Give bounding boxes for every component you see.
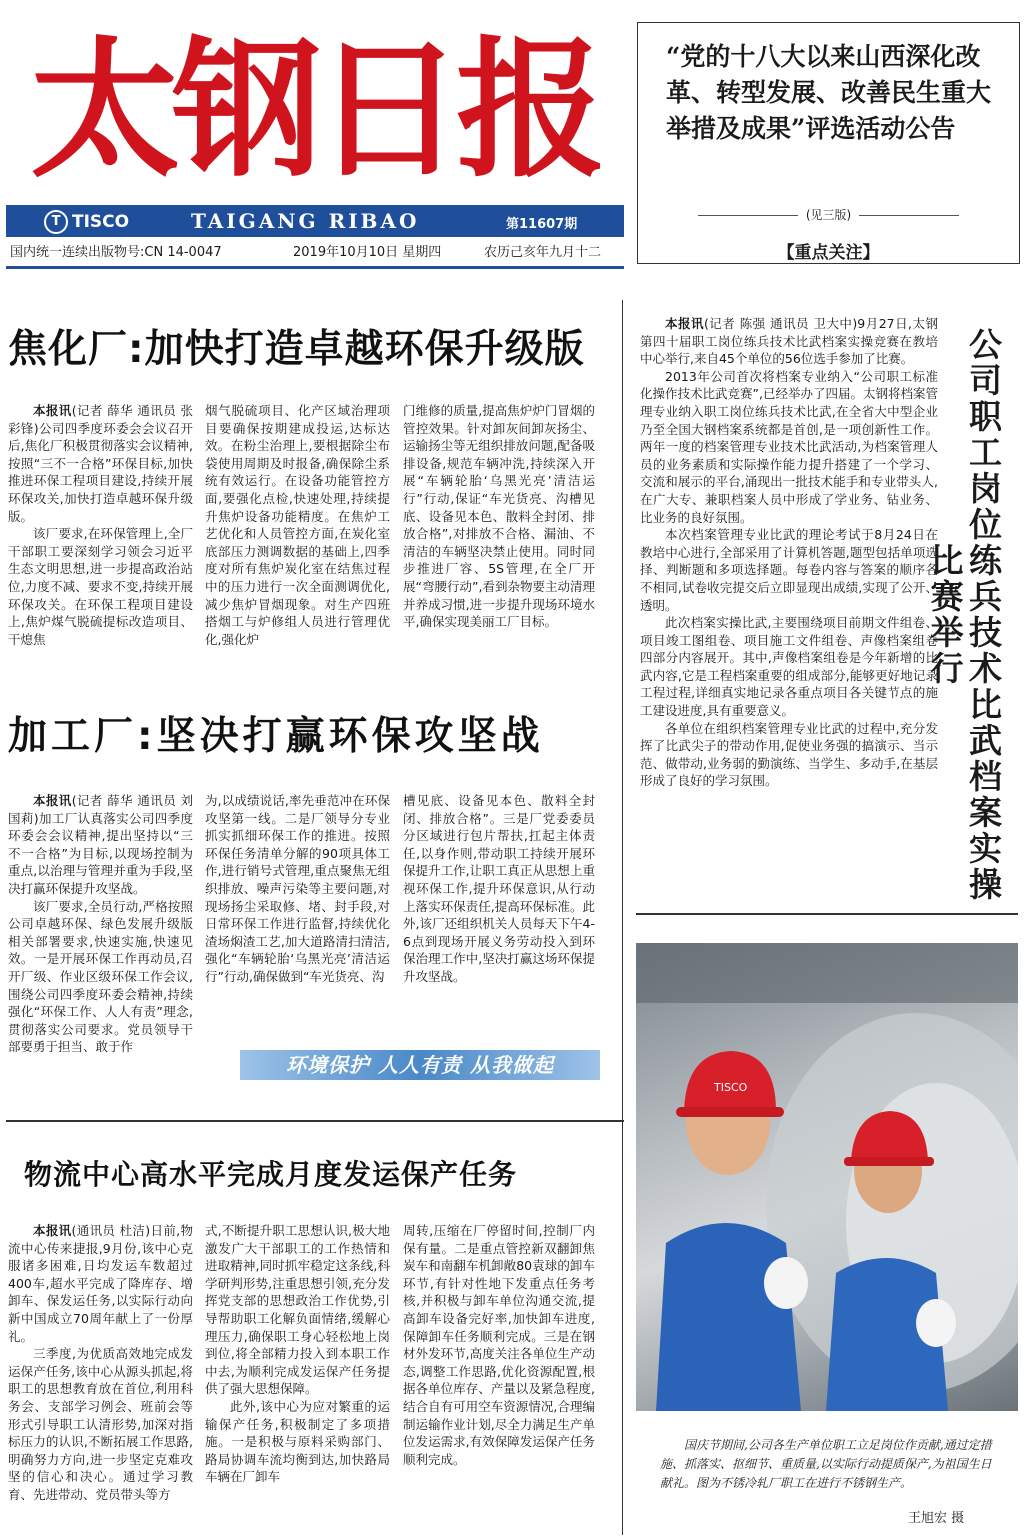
article3-col2b-text: 此外,该中心为应对繁重的运输保产任务,积极制定了多项措施。一是积极与原料采购部门、路局协调车流均衡到达,加快路局车辆在厂卸车: [205, 1398, 390, 1485]
notice-see-page[interactable]: (见三版): [638, 206, 1019, 223]
brand-bar: [6, 205, 624, 237]
article1-lead: 本报讯: [33, 403, 72, 418]
notice-box: [637, 22, 1020, 264]
logo-text: TISCO: [72, 212, 130, 232]
article3-col1: [8, 1222, 193, 1534]
article3-lead: 本报讯: [33, 1223, 72, 1238]
article4-body: [640, 315, 938, 895]
article2-col1b-text: 该厂要求,全员行动,严格按照公司卓越环保、绿色发展升级版相关部署要求,快速实施,快速见效。一是开展环保工作再动员,召开厂级、作业区级环保工作会议,围绕公司四季度环委会精神,持续强化“环保工作、人人有责”理念,贯彻落实公司要求。党员领导干部要勇于担当、敢于作: [8, 898, 193, 1055]
article2-col2-text: 为,以成绩说话,率先垂范冲在环保攻坚第一线。二是厂领导分专业抓实抓细环保工作的推进。按照环保任务清单分解的90项具体工作,进行销号式管理,重点聚焦无组织排放、噪声污染等主要问题,对现场扬尘采取修、堵、封手段,对日常环保工作进行监督,持续优化渣场焖渣工艺,加大道路清扫清洁,强化“车辆轮胎‘乌黑光亮’清洁运行”行动,确保做到“车光货亮、沟: [205, 793, 390, 984]
dateline: [6, 240, 624, 269]
article1-headline[interactable]: 焦化厂:加快打造卓越环保升级版: [8, 327, 585, 372]
lunar-date: 农历己亥年九月十二: [484, 245, 602, 260]
article3-col1-text: (通讯员 杜洁)日前,物流中心传来捷报,9月份,该中心克服诸多困难,日均发运车数超过400车,超水平完成了降库存、增卸车、保发运任务,以实际行动向新中国成立70周年献上了一份厚礼。: [8, 1223, 193, 1344]
notice-focus-label: 【重点关注】: [777, 243, 880, 263]
article2-headline[interactable]: 加工厂:坚决打赢环保攻坚战: [8, 714, 544, 759]
photo-credit: 王旭宏 摄: [908, 1511, 965, 1526]
article1-col2: [205, 402, 390, 687]
article2-col1: [8, 792, 193, 1092]
column-divider: [622, 300, 623, 1535]
publication-number: 国内统一连续出版物号:CN 14-0047: [10, 245, 222, 260]
masthead-title: 太钢日报: [30, 22, 599, 198]
article4-p1: (记者 陈强 通讯员 卫大中)9月27日,太钢第四十届职工岗位练兵技术比武档案实操竞赛在教培中心举行,来自45个单位的56位选手参加了比赛。: [640, 316, 938, 367]
news-photo: [636, 943, 1018, 1411]
tisco-logo-icon: T: [44, 210, 68, 234]
article1-col1: [8, 402, 193, 687]
section-divider: [6, 1120, 624, 1122]
photo-caption: 国庆节期间,公司各生产单位职工立足岗位作贡献,通过定措施、抓落实、抠细节、重质量,以实际行动提质保产,为祖国生日献礼。图为不锈冷轧厂职工在进行不锈钢生产。: [660, 1438, 992, 1490]
article2-lead: 本报讯: [33, 793, 72, 808]
article1-col2-text: 烟气脱硫项目、化产区域治理项目要确保按期建成投运,达标达效。在粉尘治理上,要根据除尘布袋使用周期及时报备,确保除尘系统有效运行。在设备功能管控方面,要强化点检,快速处理,持续提升焦炉设备功能精度。在焦炉工艺优化和人员管控方面,在炭化室底部压力测调数据的基础上,四季度对所有焦炉炭化室在结焦过程中的压力进行一次全面测调优化,减少焦炉冒烟现象。对生产四班搭烟工与炉修组人员进行管理优化,强化炉: [205, 403, 390, 647]
article3-col2: [205, 1222, 390, 1534]
right-divider: [636, 913, 1018, 915]
masthead-pinyin: TAIGANG RIBAO: [191, 209, 420, 233]
article2-col1-text: (记者 薛华 通讯员 刘国莉)加工厂认真落实公司四季度环委会会议精神,提出坚持以“三不一合格”为目标,以现场控制为重点,以治理与管理并重为手段,坚决打赢环保提升攻坚战。: [8, 793, 193, 896]
issue-number: 第11607期: [506, 217, 578, 232]
article3-headline[interactable]: 物流中心高水平完成月度发运保产任务: [24, 1158, 518, 1191]
tisco-logo: [44, 210, 129, 234]
article1-col3: [403, 402, 595, 687]
notice-title[interactable]: “党的十八大以来山西深化改革、转型发展、改善民生重大举措及成果”评选活动公告: [666, 42, 992, 143]
photo-illustration: [636, 943, 1018, 1411]
article2-col2: [205, 792, 390, 1027]
article1-col1b-text: 该厂要求,在环保管理上,全厂干部职工要深刻学习领会习近平生态文明思想,进一步提高政治站位,力度不减、要求不变,持续开展环保攻关。在环保工程项目建设上,焦炉煤气脱硫提标改造项目、干熄焦: [8, 526, 193, 647]
article3-col3-text: 周转,压缩在厂停留时间,控制厂内保有量。二是重点管控新双翻卸焦炭车和南翻车机卸敞80袁球的卸车环节,有针对性地下发重点任务考核,并积极与卸车单位沟通交流,提高卸车设备完好率,加快卸车进度,保障卸车任务顺利完成。三是在钢材外发环节,高度关注各单位生产动态,调整工作思路,优化资源配置,根据各单位库存、产量以及紧急程度,结合自有可用空车资源情况,合理编制运输作业计划,尽全力满足生产单位发运需求,有效保障发运保产任务顺利完成。: [403, 1223, 595, 1467]
article3-col2-text: 式,不断提升职工思想认识,极大地激发广大干部职工的工作热情和进取精神,同时抓牢稳定这条线,科学研判形势,注重思想引领,充分发挥党支部的思想政治工作优势,引导帮助职工化解负面情绪,缓解心理压力,确保职工身心轻松地上岗到位,将全部精力投入到本职工作中去,为顺利完成发运保产任务提供了强大思想保障。: [205, 1223, 390, 1397]
publish-date: 2019年10月10日 星期四: [293, 245, 442, 260]
article2-col3-text: 槽见底、设备见本色、散料全封闭、排放合格”。三是厂党委委员分区域进行包片帮扶,扛起主体责任,以身作则,带动职工持续开展环保提升工作,让职工真正从思想上重视环保工作,提升环保意识,从行动上落实环保责任,提高环保标准。此外,该厂还组织机关人员每天下午4-6点到现场开展义务劳动投入到环保治理工作中,坚决打赢这场环保提升攻坚战。: [403, 793, 595, 984]
article4-lead: 本报讯: [665, 316, 704, 331]
environment-slogan-banner: 环境保护 人人有责 从我做起: [240, 1050, 600, 1080]
article1-col1-text: (记者 薛华 通讯员 张彩锋)公司四季度环委会会议召开后,焦化厂积极贯彻落实会议精神,按照“三不一合格”环保目标,加快推进环保工程项目建设,持续开展环保攻关,加快打造卓越环保升级版。: [8, 403, 193, 524]
article4-p3: 本次档案管理专业比武的理论考试于8月24日在教培中心进行,全部采用了计算机答题,题型包括单项选择、判断题和多项选择题。每卷内容与答案的顺序各不相同,试卷收完提交后立即显现出成绩,实现了公开、透明。: [640, 527, 938, 613]
article3-col3: [403, 1222, 595, 1534]
article2-col3: [403, 792, 595, 1027]
article4-p4: 此次档案实操比武,主要围绕项目前期文件组卷、项目竣工图组卷、项目施工文件组卷、声像档案组卷四部分内容展开。其中,声像档案组卷是今年新增的比武内容,它是工程档案重要的组成部分,能够更好地记录工程过程,详细真实地记录各重点项目各关键节点的施工建设进度,具有重要意义。: [640, 615, 938, 719]
helmet-label: TISCO: [714, 1081, 748, 1094]
article4-p2: 2013年公司首次将档案专业纳入“公司职工标准化操作技术比武竞赛”,已经举办了四届。太钢将档案管理专业纳入职工岗位练兵技术比武,在全省大中型企业乃至全国大钢档案系统都是首创,是一项创新性工作。两年一度的档案管理专业技术比武活动,为档案管理人员的业务素质和实际操作能力提升搭建了一个学习、交流和展示的平台,涌现出一批技术能手和专业带头人,在广大专、兼职档案人员中形成了学业务、钻业务、比业务的良好氛围。: [640, 368, 938, 525]
article4-headline[interactable]: 公司职工岗位练兵技术比武档案实操比赛举行: [925, 327, 1003, 903]
article1-col3-text: 门维修的质量,提高焦炉炉门冒烟的管控效果。针对卸灰间卸灰扬尘、运输扬尘等无组织排放问题,配备吸排设备,规范车辆冲洗,持续深入开展“车辆轮胎‘乌黑光亮’清洁运行”行动,保证“车光货亮、沟槽见底、设备见本色、散料全封闭、排放合格”,对排放不合格、漏油、不清洁的车辆坚决禁止使用。同时同步推进厂容、5S管理,在全厂开展“弯腰行动”,看到杂物要主动清理并养成习惯,进一步提升现场环境水平,确保实现美丽工厂目标。: [403, 403, 595, 630]
article3-col1b-text: 三季度,为优质高效地完成发运保产任务,该中心从源头抓起,将职工的思想教育放在首位,利用科务会、支部学习例会、班前会等形式引导职工认清形势,加深对指标压力的认识,不断拓展工作思路,明确努力方向,进一步坚定克难攻坚的信心和决心。通过学习教育、先进带动、党员带头等方: [8, 1346, 193, 1502]
article4-p5: 各单位在组织档案管理专业比武的过程中,充分发挥了比武尖子的带动作用,促使业务强的搞演示、当示范、做带动,业务弱的勤演练、当学生、多动手,在基层形成了良好的学习氛围。: [640, 720, 938, 789]
